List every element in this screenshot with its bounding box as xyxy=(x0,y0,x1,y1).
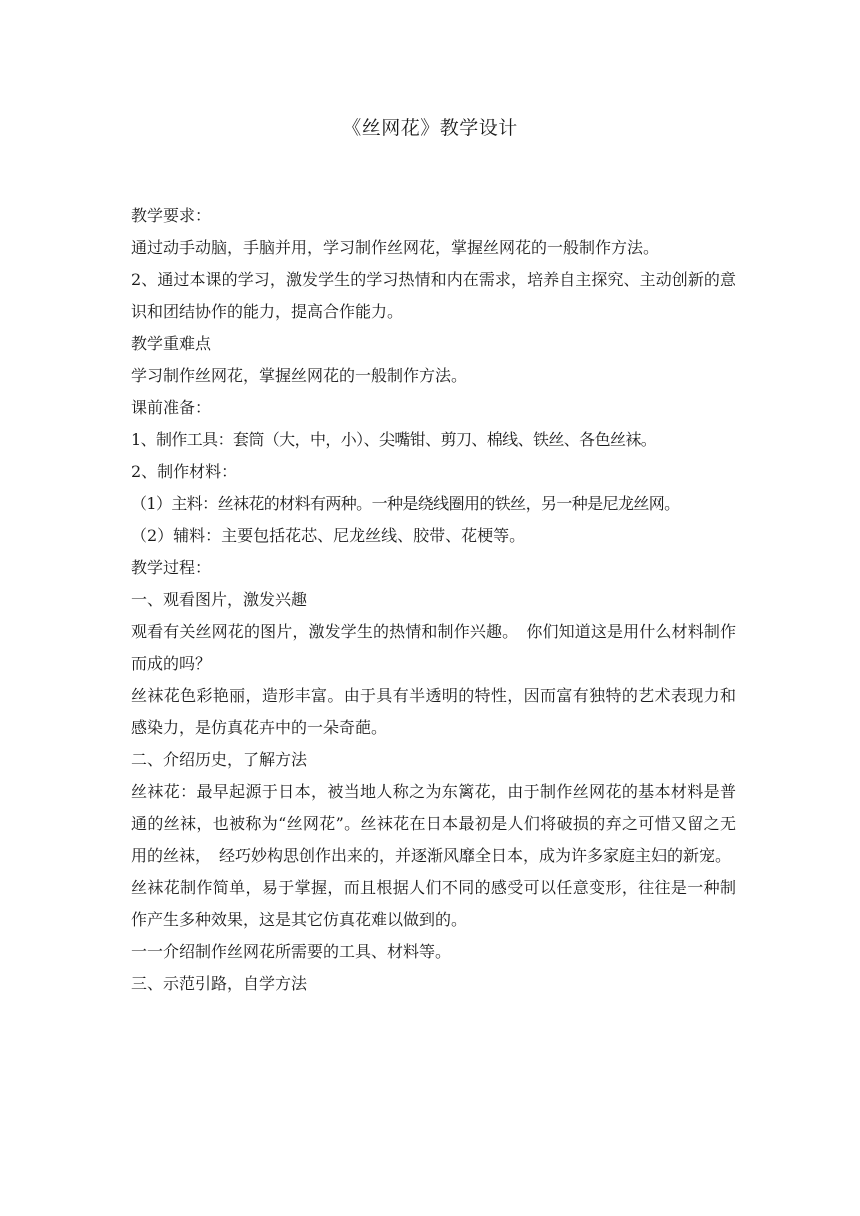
paragraph: 通过动手动脑，手脑并用，学习制作丝网花，掌握丝网花的一般制作方法。 xyxy=(131,238,660,257)
section-heading-process: 教学过程： xyxy=(131,558,212,577)
section-heading-key-points: 教学重难点 xyxy=(131,334,212,353)
step-heading-1: 一、观看图片，激发兴趣 xyxy=(131,590,308,609)
list-item-main-material: （1）主料：丝袜花的材料有两种。一种是绕线圈用的铁丝，另一种是尼龙丝网。 xyxy=(131,494,680,513)
document-title: 《丝网花》教学设计 xyxy=(342,117,518,139)
paragraph: 一一介绍制作丝网花所需要的工具、材料等。 xyxy=(131,942,452,961)
list-item-tools: 1、制作工具：套筒（大，中，小）、尖嘴钳、剪刀、棉线、铁丝、各色丝袜。 xyxy=(131,430,657,449)
paragraph: 丝袜花制作简单，易于掌握，而且根据人们不同的感受可以任意变形，往往是一种制作产生多种效果，这是其它仿真花难以做到的。 xyxy=(131,878,736,929)
document-body xyxy=(131,200,736,1000)
list-item-auxiliary-material: （2）辅料：主要包括花芯、尼龙丝线、胶带、花梗等。 xyxy=(131,526,526,545)
section-heading-preparation: 课前准备： xyxy=(131,398,212,417)
step-heading-3: 三、示范引路，自学方法 xyxy=(131,974,308,993)
paragraph: 观看有关丝网花的图片，激发学生的热情和制作兴趣。 你们知道这是用什么材料制作而成的吗？ xyxy=(131,622,736,673)
list-item-materials: 2、制作材料： xyxy=(131,462,238,481)
paragraph: 2、通过本课的学习，激发学生的学习热情和内在需求，培养自主探究、主动创新的意识和团结协作的能力，提高合作能力。 xyxy=(131,270,736,321)
paragraph: 丝袜花：最早起源于日本，被当地人称之为东篱花，由于制作丝网花的基本材料是普通的丝袜，也被称为“丝网花”。丝袜花在日本最初是人们将破损的弃之可惜又留之无用的丝袜， 经巧妙构思创作出来的，并逐渐风靡全日本，成为许多家庭主妇的新宠。 xyxy=(131,782,736,865)
step-heading-2: 二、介绍历史，了解方法 xyxy=(131,750,308,769)
section-heading-requirements: 教学要求： xyxy=(131,206,212,225)
paragraph: 丝袜花色彩艳丽，造形丰富。由于具有半透明的特性，因而富有独特的艺术表现力和感染力，是仿真花卉中的一朵奇葩。 xyxy=(131,686,736,737)
paragraph: 学习制作丝网花，掌握丝网花的一般制作方法。 xyxy=(131,366,468,385)
